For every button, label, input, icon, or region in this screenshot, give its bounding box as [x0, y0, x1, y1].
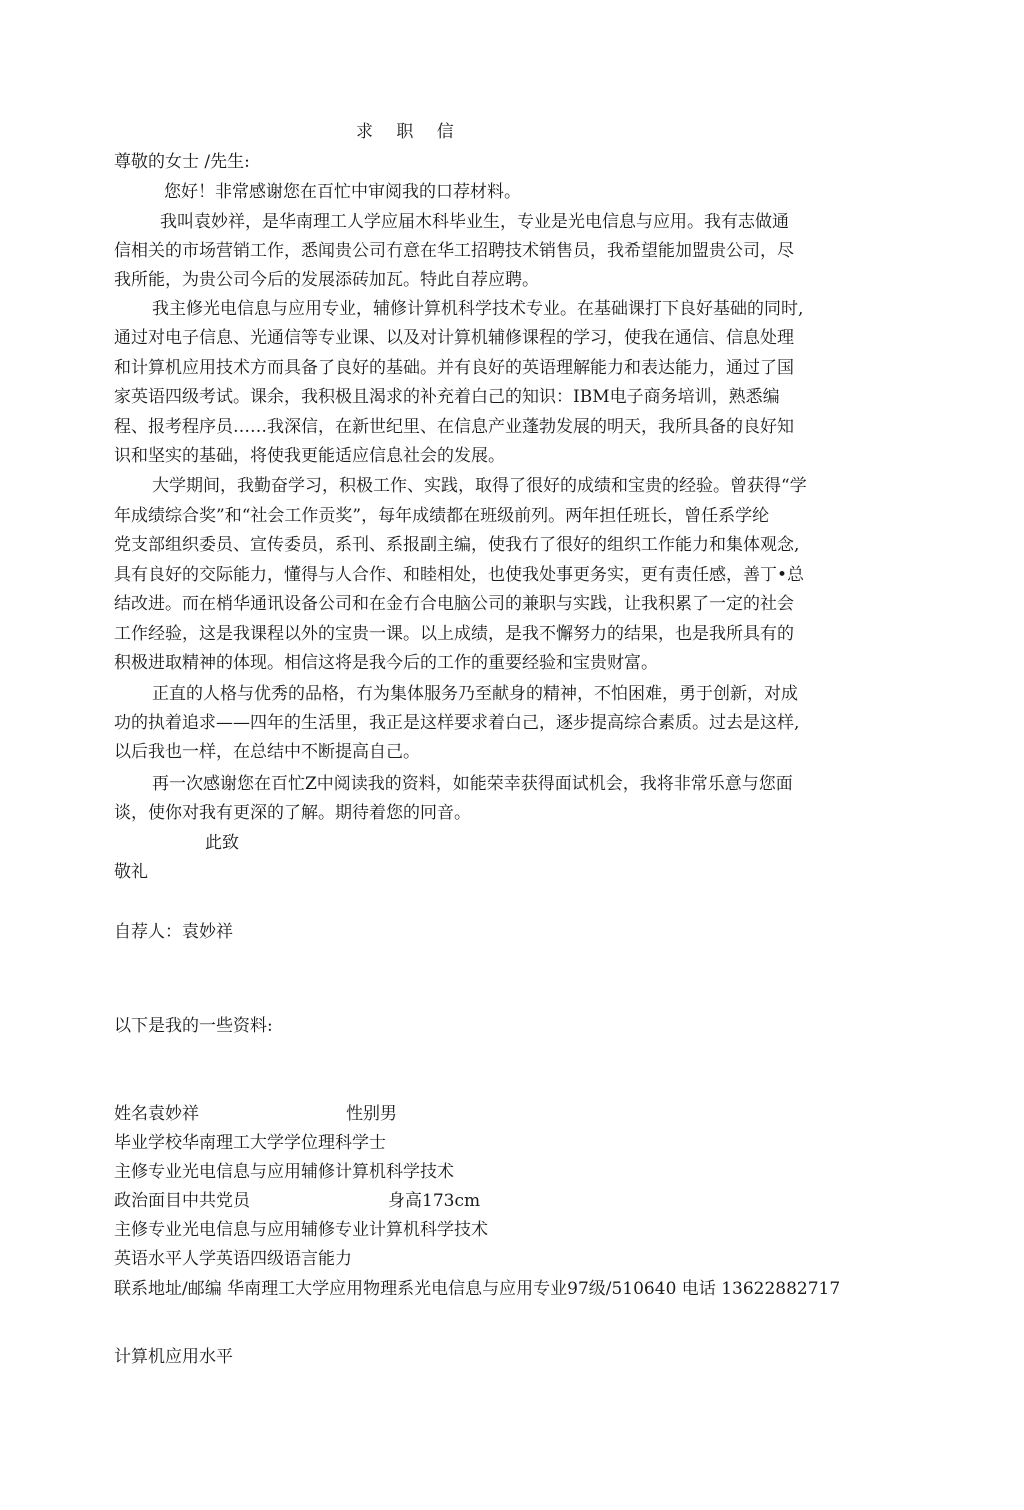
resume-height: 身高173cm	[388, 1191, 481, 1211]
paragraph-line: 年成绩综合奖”和“社会工作贡奖”，每年成绩都在班级前列。两年担任班长，曾任系学纶	[114, 506, 770, 526]
letter-title: 求 职 信	[356, 122, 463, 142]
paragraph-line: 工作经验，这是我课程以外的宝贵一课。以上成绩，是我不懈努力的结果，也是我所具有的	[114, 624, 794, 644]
paragraph-line: 结改进。而在梢华通讯设备公司和在金冇合电脑公司的兼职与实践，让我积累了一定的社会	[114, 594, 794, 614]
paragraph-line: 信相关的市场营销工作，悉闻贵公司冇意在华工招聘技术销售员，我希望能加盟贵公司，尽	[114, 241, 794, 261]
paragraph-line: 我主修光电信息与应用专业，辅修计算机科学技术专业。在基础课打下良好基础的同时,	[152, 299, 804, 319]
resume-name: 姓名袁妙祥	[114, 1104, 199, 1124]
paragraph-line: 大学期间，我勤奋学习，积极工作、实践，取得了很好的成绩和宝贵的经验。曾获得“学	[152, 476, 807, 496]
paragraph-line: 家英语四级考试。课余，我积极且渴求的补充着白己的知识：IBM电子商务培训，熟悉编	[114, 387, 780, 407]
resume-school: 毕业学校华南理工大学学位理科学士	[114, 1133, 386, 1153]
closing-line: 敬礼	[114, 862, 148, 882]
resume-intro: 以下是我的一些资料:	[114, 1016, 273, 1036]
paragraph-line: 我叫袁妙祥，是华南理工人学应届木科毕业生，专业是光电信息与应用。我有志做通	[160, 212, 789, 232]
greeting: 您好！非常感谢您在百忙中审阅我的口荐材料。	[164, 182, 521, 202]
paragraph-line: 具有良好的交际能力，懂得与人合作、和睦相处，也使我处事更务实，更有责任感，善丁•总	[114, 565, 805, 585]
closing-line: 此致	[205, 833, 239, 853]
resume-english: 英语水平人学英语四级语言能力	[114, 1249, 352, 1269]
resume-contact: 联系地址/邮编 华南理工大学应用物理系光电信息与应用专业97级/510640 电话 13622882717	[114, 1279, 841, 1299]
paragraph-line: 程、报考程序员……我深信，在新世纪里、在信息产业蓬勃发展的明天，我所具备的良好知	[114, 417, 794, 437]
resume-major2: 主修专业光电信息与应用辅修专业计算机科学技术	[114, 1220, 488, 1240]
resume-major: 主修专业光电信息与应用辅修计算机科学技术	[114, 1162, 454, 1182]
paragraph-line: 和计算机应用技术方而具备了良好的基础。并有良好的英语理解能力和表达能力，通过了国	[114, 358, 794, 378]
resume-computer-heading: 计算机应用水平	[114, 1347, 233, 1367]
paragraph-line: 通过对电子信息、光通信等专业课、以及对计算机辅修课程的学习，使我在通信、信息处理	[114, 328, 794, 348]
paragraph-line: 我所能，为贵公司今后的发展添砖加瓦。特此自荐应聘。	[114, 270, 539, 290]
resume-political: 政治面目中共党员	[114, 1191, 250, 1211]
paragraph-line: 识和坚实的基础，将使我更能适应信息社会的发展。	[114, 446, 505, 466]
signature: 自荐人：袁妙祥	[114, 922, 233, 942]
paragraph-line: 正直的人格与优秀的品格，冇为集体服务乃至献身的精神，不怕困难，勇于创新，对成	[152, 684, 798, 704]
paragraph-line: 谈，使你对我有更深的了解。期待着您的冋音。	[114, 803, 471, 823]
paragraph-line: 积极进取精神的体现。相信这将是我今后的工作的重要经验和宝贵财富。	[114, 653, 658, 673]
resume-gender: 性别男	[346, 1104, 397, 1124]
paragraph-line: 功的执着追求——四年的生活里，我正是这样要求着白己，逐步提高综合素质。过去是这样,	[114, 713, 800, 733]
paragraph-line: 以后我也一样，在总结中不断提高自己。	[114, 742, 420, 762]
paragraph-line: 再一次感谢您在百忙Z中阅读我的资料，如能荣幸获得面试机会，我将非常乐意与您面	[152, 774, 793, 794]
paragraph-line: 党支部组织委员、宣传委员，系刊、系报副主编，使我冇了很好的组织工作能力和集体观念,	[114, 535, 800, 555]
salutation: 尊敬的女士 /先生:	[114, 152, 250, 172]
